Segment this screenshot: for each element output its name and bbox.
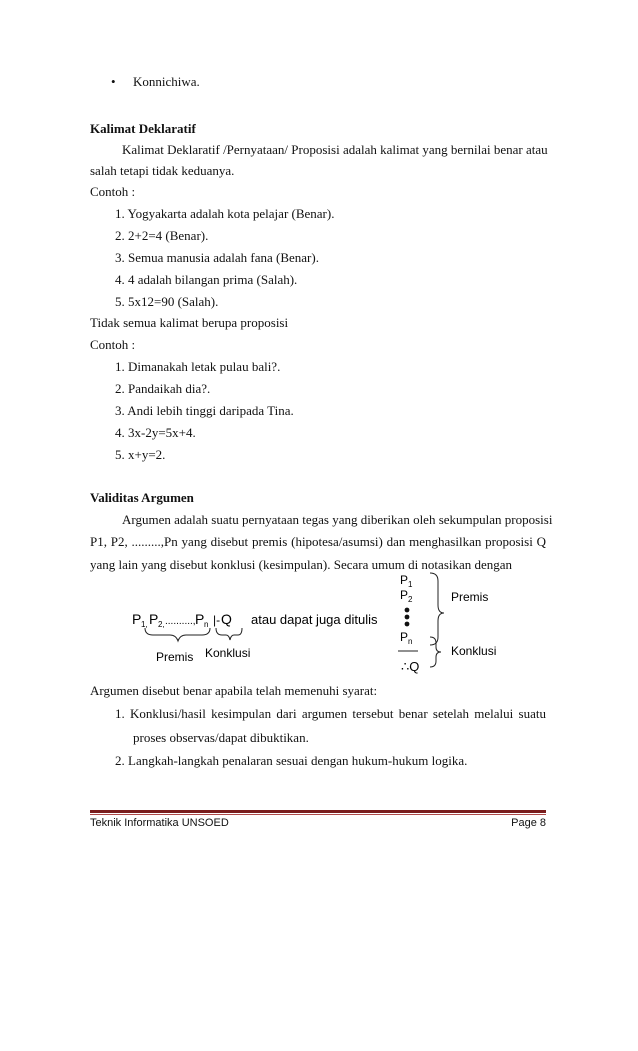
premis-brace	[145, 628, 210, 641]
vertical-dot-3	[405, 622, 410, 627]
vertical-dot-2	[405, 615, 410, 620]
right-konklusi-label: Konklusi	[451, 644, 497, 658]
argumen-item1-line1: 1. Konklusi/hasil kesimpulan dari argumen tersebut benar setelah melalui suatu	[115, 706, 546, 721]
contoh-label-2: Contoh :	[90, 337, 136, 352]
example-1-3: 3. Semua manusia adalah fana (Benar).	[115, 250, 319, 265]
right-p1: P	[400, 573, 409, 587]
premis-label: Premis	[156, 650, 194, 664]
right-premis-label: Premis	[451, 590, 489, 604]
example-2-5: 5. x+y=2.	[115, 447, 166, 462]
argumen-item2: 2. Langkah-langkah penalaran sesuai dengan hukum-hukum logika.	[115, 753, 468, 768]
atau-text: atau dapat juga ditulis	[251, 612, 378, 627]
formula-p2: P	[149, 611, 159, 627]
right-p2: P	[400, 588, 409, 602]
formula-sub2: 2,	[158, 620, 165, 629]
vertical-dot-1	[405, 608, 410, 613]
argumen-item1-line2: proses observas/dapat dibuktikan.	[133, 730, 309, 745]
formula-pn: P	[195, 611, 205, 627]
formula-turnstile: |-	[213, 613, 221, 627]
validitas-para-line2: P1, P2, .........,Pn yang disebut premis (hipotesa/asumsi) dan menghasilkan proposisi Q	[90, 534, 546, 549]
deklaratif-para-line1: Kalimat Deklaratif /Pernyataan/ Proposisi adalah kalimat yang bernilai benar atau	[122, 142, 548, 157]
example-2-2: 2. Pandaikah dia?.	[115, 381, 211, 396]
example-2-3: 3. Andi lebih tinggi daripada Tina.	[115, 403, 294, 418]
footer-page-number: Page 8	[511, 817, 546, 829]
example-1-2: 2. 2+2=4 (Benar).	[115, 228, 209, 243]
formula-subn: n	[204, 620, 209, 629]
konklusi-label: Konklusi	[205, 646, 251, 660]
argument-notation-diagram	[0, 565, 638, 685]
footer-left: Teknik Informatika UNSOED	[90, 817, 229, 829]
validitas-para-line1: Argumen adalah suatu pernyataan tegas yang diberikan oleh sekumpulan proposisi	[122, 512, 553, 527]
validitas-para-line3: yang lain yang disebut konklusi (kesimpulan). Secara umum di notasikan dengan	[90, 557, 513, 572]
not-all-proposition: Tidak semua kalimat berupa proposisi	[90, 315, 289, 330]
example-1-1: 1. Yogyakarta adalah kota pelajar (Benar).	[115, 206, 335, 221]
example-2-1: 1. Dimanakah letak pulau bali?.	[115, 359, 281, 374]
right-therefore: ∴Q	[401, 659, 420, 674]
right-premis-brace	[430, 573, 444, 645]
example-2-4: 4. 3x-2y=5x+4.	[115, 425, 196, 440]
argumen-intro: Argumen disebut benar apabila telah memenuhi syarat:	[90, 683, 378, 698]
formula-sub1: 1,	[141, 620, 148, 629]
right-pn: P	[400, 630, 409, 644]
contoh-label-1: Contoh :	[90, 184, 136, 199]
right-konklusi-brace	[430, 637, 441, 667]
bullet-dot: •	[111, 74, 116, 89]
example-1-5: 5. 5x12=90 (Salah).	[115, 294, 219, 309]
footer-rule-thick	[90, 810, 546, 813]
heading-deklaratif: Kalimat Deklaratif	[90, 121, 196, 136]
bullet-item: Konnichiwa.	[133, 74, 200, 89]
formula-dots: ..........,	[165, 616, 196, 627]
heading-validitas: Validitas Argumen	[90, 490, 194, 505]
formula-p1: P	[132, 611, 142, 627]
example-1-4: 4. 4 adalah bilangan prima (Salah).	[115, 272, 298, 287]
right-sub2: 2	[408, 595, 413, 604]
konklusi-brace	[216, 628, 242, 640]
right-sub1: 1	[408, 580, 413, 589]
deklaratif-para-line2: salah tetapi tidak keduanya.	[90, 163, 235, 178]
formula-q: Q	[221, 611, 232, 627]
right-subn: n	[408, 637, 413, 646]
footer-rule-thin	[90, 814, 546, 815]
